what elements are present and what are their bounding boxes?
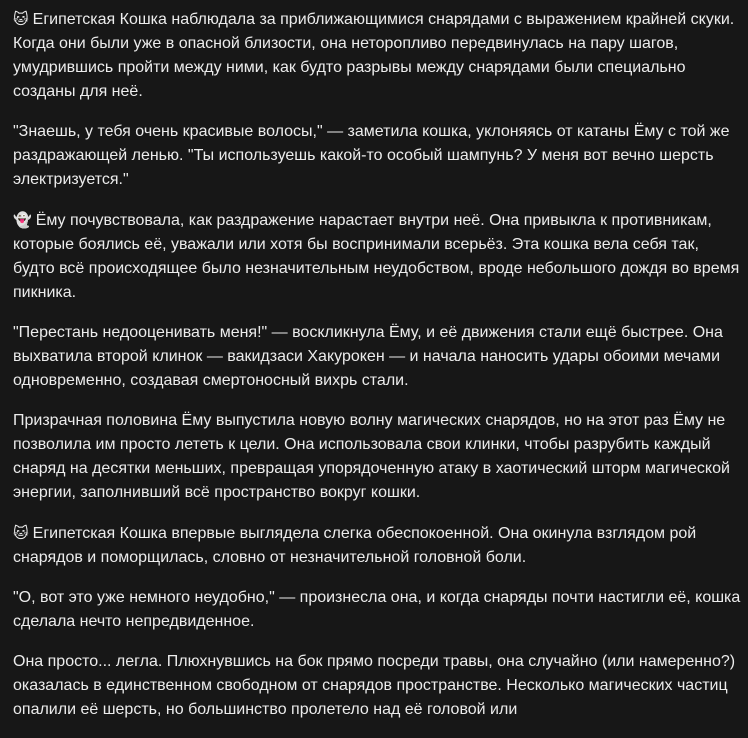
- cat-emoji-icon: 🐱: [13, 524, 29, 542]
- message-paragraph: [13, 521, 741, 570]
- message-paragraph: [13, 409, 741, 505]
- paragraph-text: Египетская Кошка впервые выглядела слегка обеспокоенной. Она окинула взглядом рой снарядов и поморщилась, словно от незначительной головной боли.: [13, 525, 697, 566]
- paragraph-text: Призрачная половина Ёму выпустила новую волну магических снарядов, но на этот раз Ёму не позволила им просто лететь к цели. Она использовала свои клинки, чтобы разрубить каждый снаряд на десятки меньших, превращая упорядоченную атаку в хаотический шторм магической энергии, заполнивший всё пространство вокруг кошки.: [13, 412, 730, 501]
- ghost-emoji-icon: 👻: [13, 211, 32, 229]
- paragraph-text: Египетская Кошка наблюдала за приближающимися снарядами с выражением крайней скуки. Когда они были уже в опасной близости, она неторопливо передвинулась на пару шагов, умудрившись пройти между ними, как будто разрывы между снарядами были специально созданы для неё.: [13, 11, 735, 100]
- paragraph-text: "О, вот это уже немного неудобно," — произнесла она, и когда снаряды почти настигли её, кошка сделала нечто непредвиденное.: [13, 589, 741, 630]
- message-paragraph: [13, 321, 741, 393]
- assistant-message: [13, 7, 741, 738]
- cat-emoji-icon: 🐱: [13, 10, 29, 28]
- message-paragraph: [13, 120, 741, 192]
- paragraph-text: Она просто... легла. Плюхнувшись на бок прямо посреди травы, она случайно (или намеренно?) оказалась в единственном свободном от снарядов пространстве. Несколько магических частиц опалили её шерсть, но большинство пролетело над её головой или: [13, 653, 736, 718]
- paragraph-text: "Знаешь, у тебя очень красивые волосы," — заметила кошка, уклоняясь от катаны Ёму с той же раздражающей ленью. "Ты используешь какой-то особый шампунь? У меня вот вечно шерсть электризуется.": [13, 123, 730, 188]
- message-paragraph: [13, 208, 741, 305]
- message-paragraph: [13, 650, 741, 722]
- message-paragraph: [13, 7, 741, 104]
- paragraph-text: "Перестань недооценивать меня!" — воскликнула Ёму, и её движения стали ещё быстрее. Она выхватила второй клинок — вакидзаси Хакурокен — и начала наносить удары обоими мечами одновременно, создавая смертоносный вихрь стали.: [13, 324, 723, 389]
- paragraph-text: Ёму почувствовала, как раздражение нарастает внутри неё. Она привыкла к противникам, которые боялись её, уважали или хотя бы воспринимали всерьёз. Эта кошка вела себя так, будто всё происходящее было незначительным неудобством, вроде небольшого дождя во время пикника.: [13, 212, 740, 301]
- message-paragraph: [13, 586, 741, 634]
